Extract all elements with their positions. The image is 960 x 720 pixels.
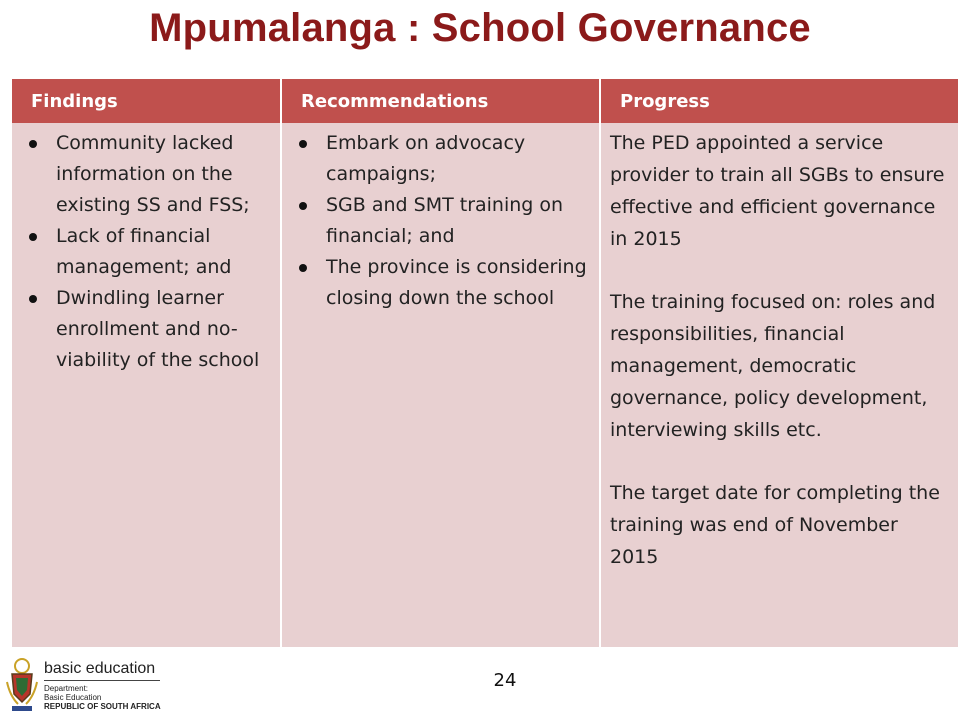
logo-divider [44, 680, 160, 681]
header-progress: Progress [600, 79, 958, 123]
list-item: Lack of financial management; and [23, 221, 275, 283]
header-row [12, 79, 958, 123]
list-item: Embark on advocacy campaigns; [293, 128, 594, 190]
findings-list [13, 124, 279, 376]
list-item: Dwindling learner enrollment and no-viability of the school [23, 283, 275, 376]
findings-cell [12, 123, 281, 647]
logo-line: Basic Education [44, 693, 102, 702]
progress-cell [600, 123, 958, 647]
list-item: SGB and SMT training on financial; and [293, 190, 594, 252]
table-row [12, 123, 958, 647]
logo-title: basic education [44, 660, 156, 677]
coat-of-arms-icon [4, 656, 40, 714]
recommendations-list [283, 124, 598, 314]
progress-paragraph: The training focused on: roles and responsibilities, financial management, democratic governance, policy development, interviewing skills etc. [610, 291, 936, 441]
logo-line: REPUBLIC OF SOUTH AFRICA [44, 702, 161, 711]
logo-line: Department: [44, 684, 89, 693]
page-title: Mpumalanga : School Governance [149, 6, 811, 50]
list-item: The province is considering closing down the school [293, 252, 594, 314]
progress-paragraph: The target date for completing the training was end of November 2015 [610, 482, 940, 568]
list-item: Community lacked information on the existing SS and FSS; [23, 128, 275, 221]
recommendations-cell [281, 123, 600, 647]
progress-paragraph: The PED appointed a service provider to train all SGBs to ensure effective and efficient governance in 2015 [610, 132, 945, 250]
header-findings: Findings [12, 79, 281, 123]
header-recommendations: Recommendations [281, 79, 600, 123]
logo-subtitle [44, 684, 161, 711]
governance-table [12, 79, 958, 647]
page-number: 24 [493, 670, 517, 691]
department-logo [4, 656, 174, 716]
